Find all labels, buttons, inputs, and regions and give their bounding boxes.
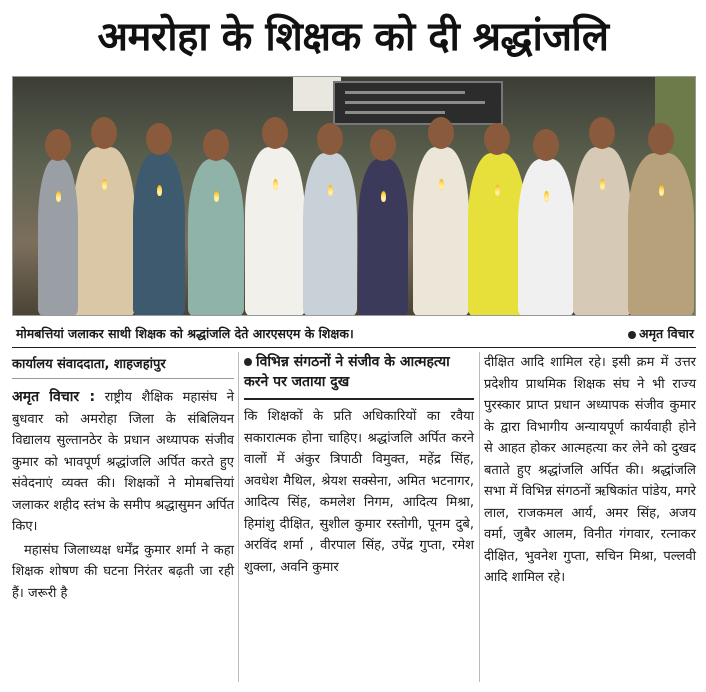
candle-flame-icon xyxy=(102,179,107,190)
article-source-tag: अमृत विचार : xyxy=(12,389,96,405)
photo-person-head xyxy=(203,129,229,161)
photo-memorial-board xyxy=(333,81,503,125)
photo-person xyxy=(73,147,135,316)
candle-flame-icon xyxy=(600,179,605,190)
photo-person-head xyxy=(428,117,454,149)
photo-person xyxy=(628,153,694,316)
photo-person xyxy=(358,159,408,316)
photo-person xyxy=(303,153,357,316)
photo-person-head xyxy=(146,123,172,155)
news-photo xyxy=(12,76,696,316)
photo-person xyxy=(518,159,574,316)
photo-person xyxy=(188,159,244,316)
article-column-1 xyxy=(12,352,234,604)
column-divider xyxy=(238,352,239,682)
candle-flame-icon xyxy=(328,185,333,196)
headline: अमरोहा के शिक्षक को दी श्रद्धांजलि xyxy=(97,14,609,60)
photo-person-head xyxy=(45,129,71,161)
candle-flame-icon xyxy=(381,191,386,202)
article-subheading-text: विभिन्न संगठनों ने संजीव के आत्महत्या करने पर जताया दुख xyxy=(244,354,450,390)
photo-caption: मोमबत्तियां जलाकर साथी शिक्षक को श्रद्धांजलि देते आरएसएम के शिक्षक। xyxy=(16,326,354,341)
photo-credit xyxy=(628,322,694,346)
article-subheading xyxy=(244,352,474,400)
photo-person xyxy=(413,147,469,316)
article-paragraph: महासंघ जिलाध्यक्ष धर्मेंद्र कुमार शर्मा ने कहा शिक्षक शोषण की घटना निरंतर बढ़ती जा रही हैं। जरूरी है xyxy=(12,542,234,601)
bullet-icon xyxy=(628,331,636,339)
candle-flame-icon xyxy=(544,191,549,202)
article-byline: कार्यालय संवाददाता, शाहजहांपुर xyxy=(12,352,234,379)
photo-person-head xyxy=(648,123,674,155)
photo-person-head xyxy=(91,117,117,149)
article-paragraph: कि शिक्षकों के प्रति अधिकारियों का रवैया सकारात्मक होना चाहिए। श्रद्धांजलि अर्पित करने वालों में अंकुर त्रिपाठी विमुक्त, महेंद्र सिंह, अवधेश मैथिल, श्रेयश सक्सेना, अमित भटनागर, आदित्य सिंह, कमलेश निगम, आदित्य मिश्रा, हिमांशु दीक्षित, सुशील कुमार रस्तोगी, पूनम दुबे, अरविंद शर्मा , वीरपाल सिंह, उपेंद्र गुप्ता, रमेश शुक्ला, अवनि कुमार xyxy=(244,409,474,575)
photo-person-head xyxy=(484,123,510,155)
photo-credit-text: अमृत विचार xyxy=(639,326,694,341)
column-divider xyxy=(479,352,480,682)
candle-flame-icon xyxy=(495,185,500,196)
candle-flame-icon xyxy=(273,179,278,190)
photo-person xyxy=(573,147,631,316)
article-column-3 xyxy=(484,352,696,589)
candle-flame-icon xyxy=(439,179,444,190)
article-text: राष्ट्रीय शैक्षिक महासंघ ने बुधवार को अमरोहा जिला के संबिलियन विद्यालय सुल्तानठेर के प्रधान अध्यापक संजीव कुमार को भावपूर्ण श्रद्धांजलि अर्पित करते हुए संवेदनाएं व्यक्त की। शिक्षकों ने मोमबत्तियां जलाकर शहीद स्तंभ के समीप श्रद्धासुमन अर्पित किए। xyxy=(12,390,235,534)
candle-flame-icon xyxy=(214,191,219,202)
photo-person-head xyxy=(370,129,396,161)
photo-person-head xyxy=(317,123,343,155)
photo-caption-row xyxy=(12,322,696,348)
photo-person-head xyxy=(533,129,559,161)
article-paragraph: दीक्षित आदि शामिल रहे। इसी क्रम में उत्तर प्रदेशीय प्राथमिक शिक्षक संघ ने भी राज्य पुरस्कार प्राप्त प्रधान अध्यापक संजीव कुमार के द्वारा विभागीय अन्यायपूर्ण कार्यवाही होने से आहत होकर आत्महत्या कर लेने को दुखद बताते हुए श्रद्धांजलि अर्पित की। श्रद्धांजलि सभा में विभिन्न संगठनों ऋषिकांत पांडेय, मगरे लाल, राजकमल आर्य, अमर सिंह, अजय वर्मा, जुबैर आलम, विनीत गंगवार, रत्नाकर दीक्षित, भुवनेश गुप्ता, सचिन मिश्रा, पल्लवी आदि शामिल रहे। xyxy=(484,355,696,585)
photo-person xyxy=(133,153,185,316)
bullet-icon xyxy=(244,358,252,366)
candle-flame-icon xyxy=(56,191,61,202)
article-column-2 xyxy=(244,352,474,578)
candle-flame-icon xyxy=(157,185,162,196)
article-paragraph xyxy=(12,387,234,538)
photo-person-head xyxy=(589,117,615,149)
photo-person xyxy=(38,159,78,316)
photo-person-head xyxy=(262,117,288,149)
candle-flame-icon xyxy=(659,185,664,196)
photo-person xyxy=(245,147,305,316)
